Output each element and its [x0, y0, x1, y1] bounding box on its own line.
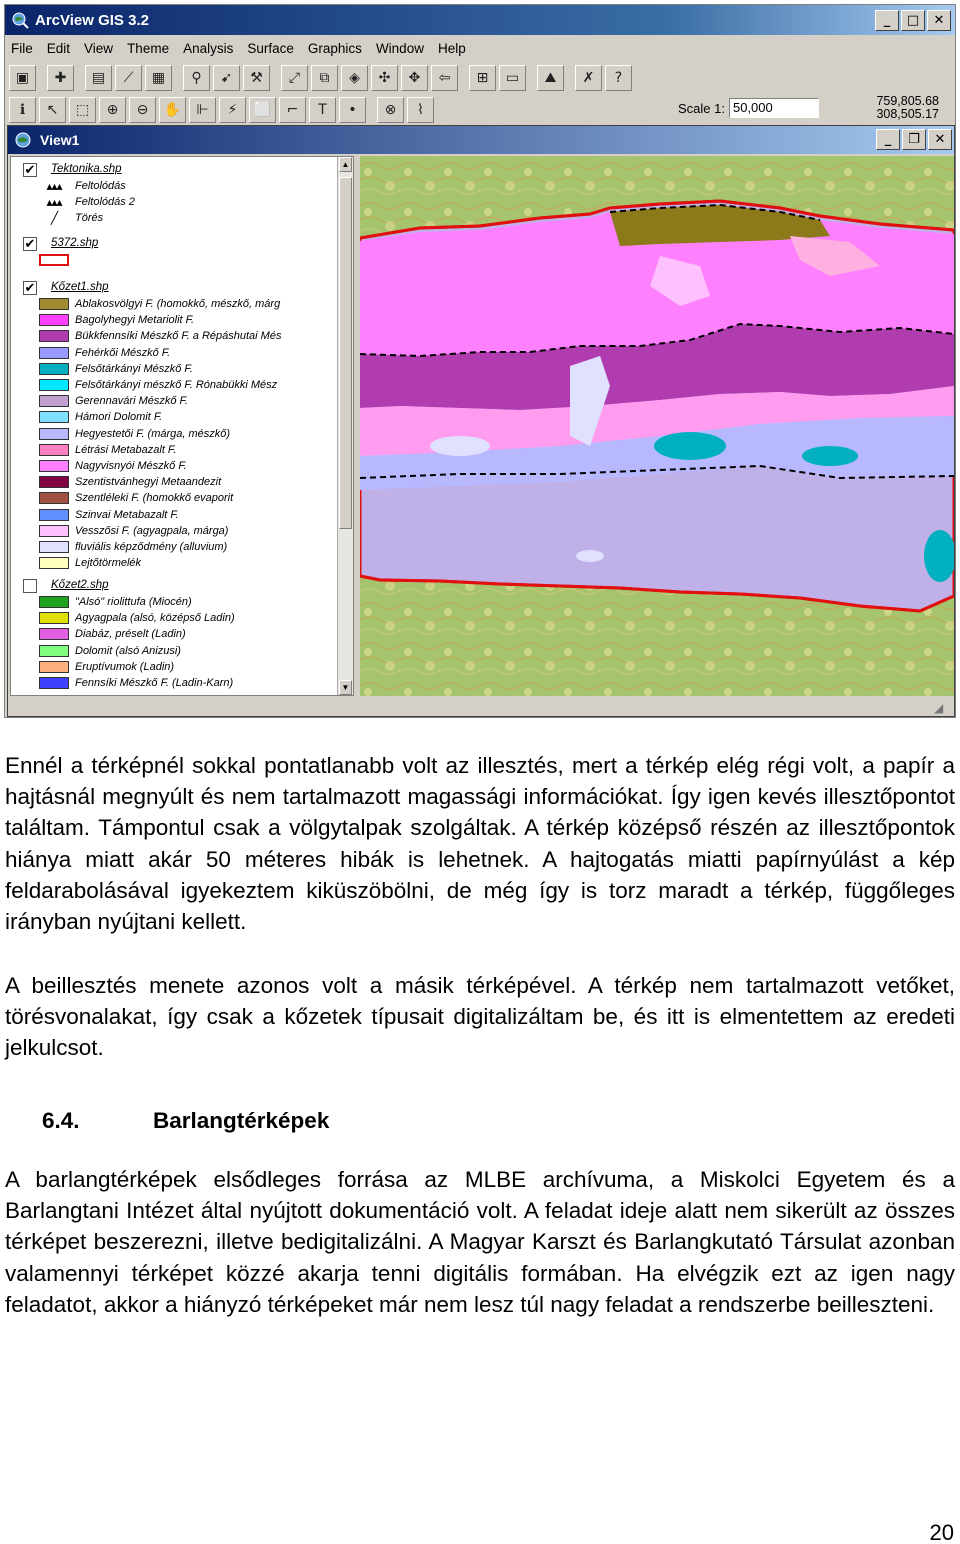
legend-item [39, 644, 181, 658]
geologic-map [360, 156, 954, 696]
legend-item [39, 410, 162, 424]
scroll-thumb[interactable] [339, 177, 352, 529]
menu-graphics[interactable]: Graphics [307, 40, 362, 56]
legend-label: Agyagpala (alsó, középső Ladin) [75, 612, 235, 625]
zoom-in-tool-icon[interactable]: ⊕ [99, 97, 126, 123]
menu-edit[interactable]: Edit [46, 40, 71, 56]
snap-icon[interactable]: ⊗ [377, 97, 404, 123]
fault-line-symbol-icon: ╱ [50, 211, 58, 225]
legend-label: Szentléleki F. (homokkő evaporit [75, 492, 234, 505]
legend-swatch [39, 330, 69, 342]
zoom-in-icon[interactable]: ✣ [371, 65, 398, 91]
legend-item [39, 676, 233, 690]
legend-label: Törés [75, 212, 104, 224]
legend-swatch [39, 298, 69, 310]
resize-grip-icon[interactable]: ◢ [934, 701, 944, 715]
legend-label: "Alsó" riolittufa (Miocén) [75, 596, 192, 608]
thrust-fault-symbol-icon: ▴▴▴ [46, 195, 62, 209]
legend-item [39, 297, 280, 311]
legend-label: Szentistvánhegyi Metaandezit [75, 476, 222, 489]
scale-label: Scale 1: [678, 100, 725, 116]
paragraph-2: A beillesztés menete azonos volt a másik térképével. A térkép nem tartalmazott vetőket, törésvonalakat, így csak a kőzetek típusait digitalizáltam be, és itt is elmentettem az eredeti jelkulcsot. [5, 973, 955, 1061]
view-restore-button[interactable]: ❐ [902, 129, 926, 150]
contour-icon[interactable]: ⌇ [407, 97, 434, 123]
add-theme-icon[interactable]: ✚ [47, 65, 74, 91]
theme-checkbox[interactable]: ✔ [24, 280, 36, 295]
legend-swatch [39, 476, 69, 488]
legend-item [39, 253, 75, 267]
menu-file[interactable]: File [11, 40, 33, 56]
legend-label: Ablakosvölgyi F. (homokkő, mészkő, márg [75, 298, 281, 310]
legend-label: Eruptívumok (Ladin) [75, 660, 175, 673]
scale-control [678, 98, 819, 118]
status-bar [10, 701, 954, 717]
theme-name: Kőzet1.shp [51, 281, 109, 293]
find-icon[interactable]: ⚲ [183, 65, 210, 91]
legend-label: Lejtőtörmelék [75, 557, 142, 570]
legend-label: Bagolyhegyi Metariolit F. [75, 314, 195, 327]
area-select-icon[interactable]: ⬜ [249, 97, 276, 123]
menu-surface[interactable]: Surface [247, 40, 294, 56]
zoom-out-icon[interactable]: ✥ [401, 65, 428, 91]
legend-item [39, 195, 135, 209]
menu-view[interactable]: View [84, 40, 114, 56]
legend-item [39, 179, 126, 193]
coordinate-readout [867, 95, 939, 121]
legend-item [39, 611, 235, 625]
theme-checkbox[interactable]: ✔ [24, 162, 36, 177]
legend-item [39, 362, 193, 376]
legend-swatch [39, 460, 69, 472]
select-features-icon[interactable]: ⊞ [469, 65, 496, 91]
view-globe-icon [14, 131, 32, 149]
theme-name: Kőzet2.shp [51, 579, 109, 591]
context-help-icon[interactable]: ? [605, 65, 632, 91]
menu-window[interactable]: Window [375, 40, 424, 56]
title-bar [5, 5, 955, 35]
legend-swatch [39, 509, 69, 521]
text-tool-icon[interactable]: T [309, 97, 336, 123]
section-title: Barlangtérképek [153, 1108, 330, 1133]
pan-icon[interactable]: ✋ [159, 97, 186, 123]
minimize-button[interactable]: _ [875, 10, 899, 31]
legend-item [39, 540, 227, 554]
legend-item [39, 459, 187, 473]
theme-name: Tektonika.shp [51, 163, 122, 175]
legend-label: Fehérkői Mészkő F. [75, 346, 171, 359]
legend-swatch [39, 557, 69, 569]
legend-label: Létrási Metabazalt F. [75, 443, 177, 456]
legend-swatch [39, 612, 69, 624]
legend-item [39, 346, 170, 360]
scale-input[interactable]: 50,000 [729, 98, 819, 118]
legend-item [39, 313, 194, 327]
legend-label: Feltolódás [75, 180, 126, 192]
pointer-icon[interactable]: ↖ [39, 97, 66, 123]
locate-address-icon[interactable]: ➹ [213, 65, 240, 91]
theme-name: 5372.shp [51, 237, 99, 249]
legend-item [39, 595, 192, 609]
legend-swatch [39, 347, 69, 359]
legend-label: Gerennavári Mészkő F. [75, 395, 188, 408]
zoom-out-tool-icon[interactable]: ⊖ [129, 97, 156, 123]
legend-item [39, 475, 221, 489]
rock-unit-fluvialis-2 [430, 436, 490, 456]
hot-link-icon[interactable]: ⚡ [219, 97, 246, 123]
legend-swatch [39, 411, 69, 423]
legend-swatch [39, 525, 69, 537]
boundary-swatch [39, 254, 69, 266]
menu-theme[interactable]: Theme [127, 40, 170, 56]
legend-label: Dolomit (alsó Anizusi) [75, 644, 181, 657]
vertex-edit-icon[interactable]: ⬚ [69, 97, 96, 123]
legend-item [39, 556, 141, 570]
legend-swatch [39, 645, 69, 657]
zoom-selected-icon[interactable]: ◈ [341, 65, 368, 91]
theme-properties-icon[interactable]: ▤ [85, 65, 112, 91]
save-icon[interactable]: ▣ [9, 65, 36, 91]
legend-swatch [39, 661, 69, 673]
arcview-globe-icon [11, 11, 29, 29]
maximize-button[interactable]: □ [901, 10, 925, 31]
legend-label: Hámori Dolomit F. [75, 411, 163, 424]
legend-label: Diabáz, préselt (Ladin) [75, 628, 186, 641]
view-title-bar [8, 126, 954, 154]
tool-bar [9, 95, 434, 125]
legend-swatch [39, 444, 69, 456]
page-number: 20 [929, 1520, 954, 1544]
coord-x: 759,805.68 [876, 94, 939, 108]
legend-swatch [39, 314, 69, 326]
legend-swatch [39, 395, 69, 407]
legend-item [39, 524, 228, 538]
scroll-down-icon[interactable]: ▼ [339, 680, 352, 695]
legend-swatch [39, 363, 69, 375]
paragraph-1: Ennél a térképnél sokkal pontatlanabb volt az illesztés, mert a térkép elég régi volt, a papír a hajtásnál megnyúlt és nem tartalmazott magassági információkat. Így igen kevés illesztőpontot találtam. Támpontul csak a völgytalpak szolgáltak. A térkép középső részén az illesztőpontok hiánya miatt akár 50 méteres hibák is lehetnek. A hajtogatás miatti papírnyúlást a kép feldarabolásával igyekeztem kiküszöbölni, de még így is torz maradt a térkép, függőleges irányban nyújtani kellett. [5, 753, 955, 935]
menu-analysis[interactable]: Analysis [183, 40, 234, 56]
legend-item [39, 508, 179, 522]
zoom-active-icon[interactable]: ⧉ [311, 65, 338, 91]
legend-swatch [39, 677, 69, 689]
edit-legend-icon[interactable]: ⟋ [115, 65, 142, 91]
help-icon[interactable]: ✗ [575, 65, 602, 91]
query-builder-icon[interactable]: ⚒ [243, 65, 270, 91]
legend-item [39, 427, 230, 441]
legend-item [39, 329, 281, 343]
legend-item [39, 491, 233, 505]
legend-label: Vesszősi F. (agyagpala, márga) [75, 524, 229, 537]
legend-item [39, 660, 174, 674]
map-display[interactable] [360, 156, 954, 696]
legend-swatch [39, 628, 69, 640]
identify-icon[interactable]: ℹ [9, 97, 36, 123]
measure-icon[interactable]: ⊩ [189, 97, 216, 123]
rock-unit-felsotarkanyi [654, 432, 726, 460]
label-icon[interactable]: ⌐ [279, 97, 306, 123]
scroll-up-icon[interactable]: ▲ [339, 157, 352, 172]
button-bar [9, 63, 632, 93]
legend-swatch [39, 492, 69, 504]
toc-scrollbar[interactable] [337, 157, 353, 695]
legend-item [39, 627, 186, 641]
legend-item [39, 394, 188, 408]
coord-y: 308,505.17 [876, 107, 939, 121]
layout-icon[interactable]: ⛰ [537, 65, 564, 91]
legend-label: Fennsíki Mészkő F. (Ladin-Karn) [75, 677, 234, 689]
close-button[interactable]: ✕ [927, 10, 951, 31]
menu-help[interactable]: Help [437, 40, 466, 56]
clear-selection-icon[interactable]: ▭ [499, 65, 526, 91]
theme-checkbox[interactable] [23, 579, 37, 593]
view-window [7, 125, 955, 717]
legend-label: Hegyestetői F. (márga, mészkő) [75, 427, 231, 440]
menu-bar [5, 37, 955, 59]
view-minimize-button[interactable]: _ [876, 129, 900, 150]
legend-label: Felsőtárkányi Mészkő F. [75, 362, 193, 375]
legend-swatch [39, 596, 69, 608]
legend-label: Szinvai Metabazalt F. [75, 508, 179, 521]
rock-unit-felsotarkanyi-2 [802, 446, 858, 466]
paragraph-3: A barlangtérképek elsődleges forrása az MLBE archívuma, a Miskolci Egyetem és a Barlangtani Intézet által nyújtott dokumentáció volt. A feladat ideje alatt nem sikerült az összes térképet beszerezni, illetve bedigitalizálni. A Magyar Karszt és Barlangkutató Társulat azonban valamennyi térképet közzé akarja tenni digitális formában. Ha elvégzik ezt az igen nagy feladatot, akkor a hiányzó térképeket már nem lesz túl nagy feladat a rendszerbe beilleszteni. [5, 1167, 955, 1317]
rock-unit-fluvialis-3 [576, 550, 604, 562]
thrust-fault-symbol-icon: ▴▴▴ [46, 179, 62, 193]
legend-label: Bükkfennsíki Mészkő F. a Répáshutai Més [75, 330, 282, 343]
zoom-full-icon[interactable]: ⤢ [281, 65, 308, 91]
legend-label: Feltolódás 2 [75, 196, 135, 208]
view-title: View1 [40, 132, 80, 148]
legend-swatch [39, 379, 69, 391]
legend-label: Nagyvisnyói Mészkő F. [75, 460, 187, 472]
theme-checkbox[interactable]: ✔ [24, 236, 36, 251]
legend-item [39, 211, 103, 225]
legend-label: fluviális képződmény (alluvium) [75, 541, 228, 553]
arcview-screenshot [4, 4, 956, 718]
legend-swatch [39, 428, 69, 440]
window-title: ArcView GIS 3.2 [35, 11, 149, 29]
section-number: 6.4. [42, 1108, 80, 1133]
view-close-button[interactable]: ✕ [928, 129, 952, 150]
legend-swatch [39, 541, 69, 553]
table-of-contents [10, 156, 354, 696]
legend-label: Felsőtárkányi mészkő F. Rónabükki Mész [75, 379, 278, 391]
legend-item [39, 378, 277, 392]
zoom-previous-icon[interactable]: ⇦ [431, 65, 458, 91]
legend-item [39, 443, 176, 457]
open-table-icon[interactable]: ▦ [145, 65, 172, 91]
draw-point-icon[interactable]: • [339, 97, 366, 123]
